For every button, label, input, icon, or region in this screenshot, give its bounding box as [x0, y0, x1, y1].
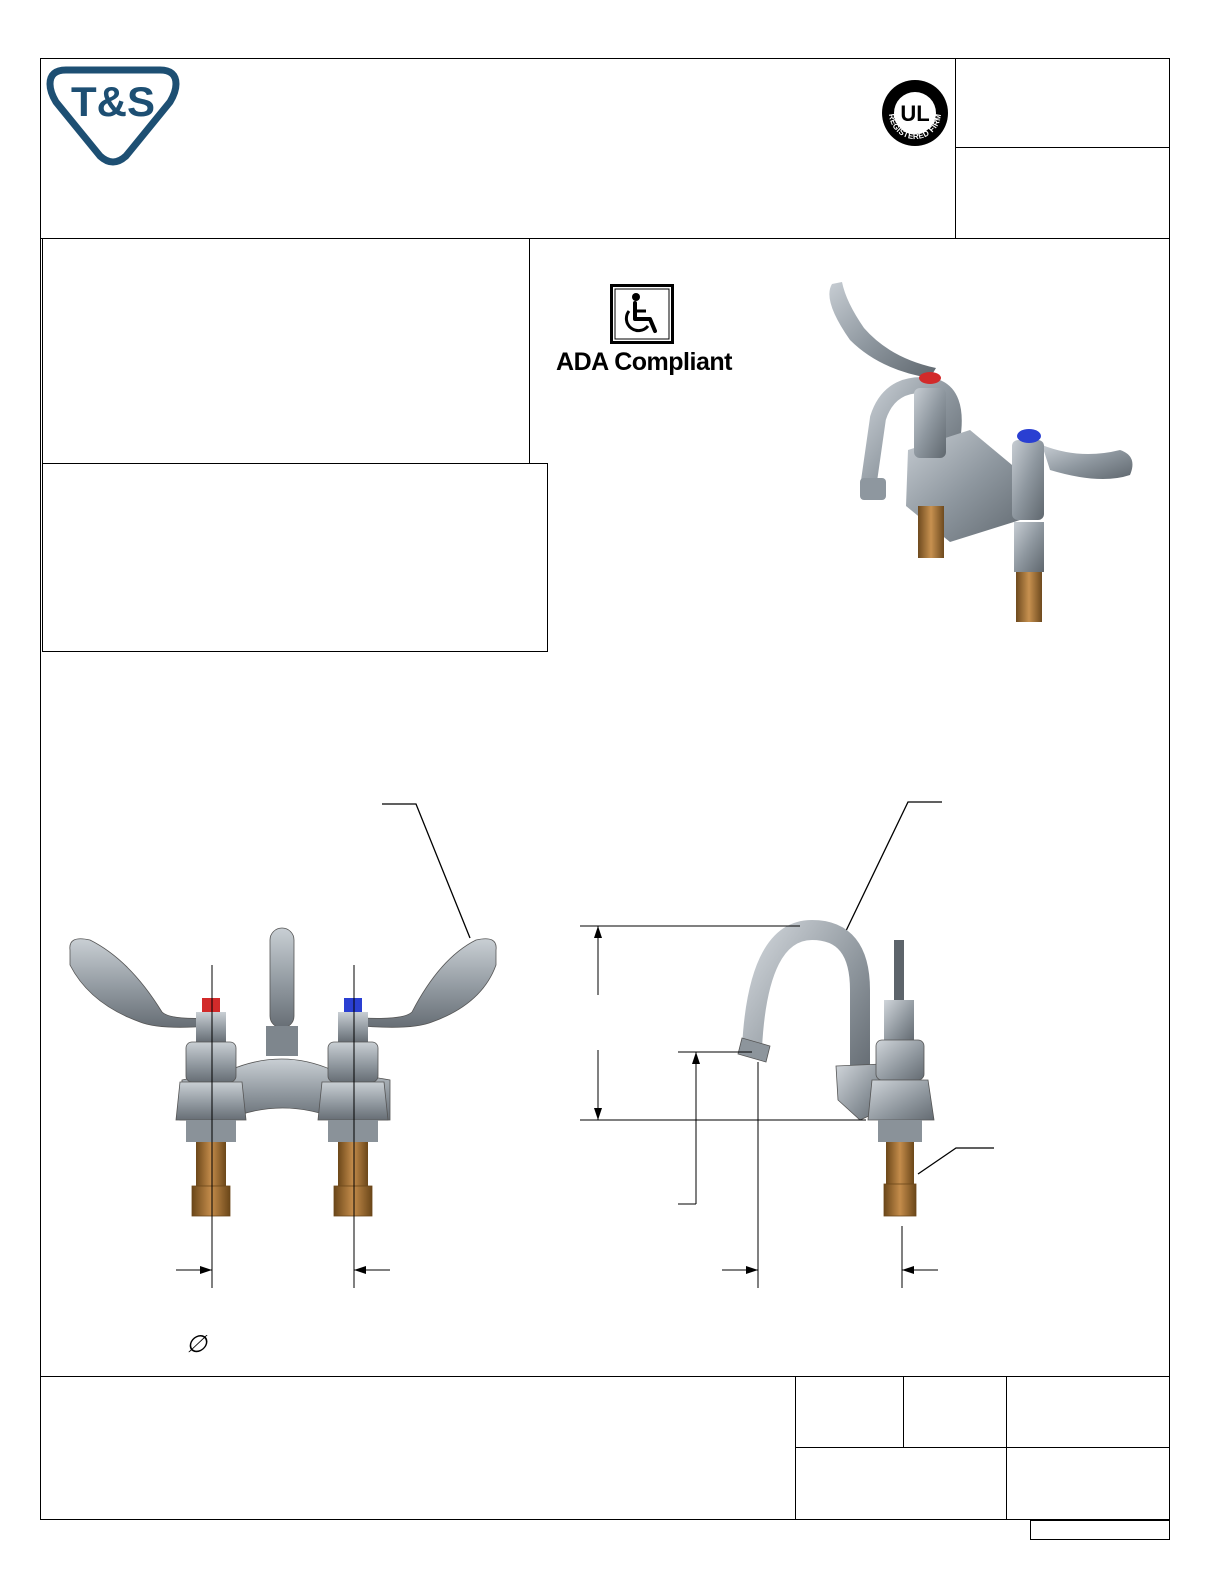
page-number-box: [1030, 1520, 1170, 1540]
wheelchair-icon: [610, 284, 674, 344]
title-block-top-rule: [40, 1376, 1170, 1377]
title-block-divider: [1006, 1376, 1007, 1520]
ul-letters: UL: [900, 101, 930, 126]
specification-box: [42, 463, 548, 652]
diameter-symbol: ∅: [186, 1331, 207, 1358]
title-block-divider: [955, 147, 1170, 148]
title-block-divider: [903, 1376, 904, 1448]
logo-text: T&S: [71, 78, 155, 125]
ul-ring-text: REGISTERED FIRM: [886, 113, 944, 142]
side-elevation-view: [570, 790, 1010, 1310]
faucet-isometric-render: [820, 270, 1150, 630]
title-block-divider: [795, 1447, 1170, 1448]
ts-logo: [44, 64, 182, 166]
front-elevation-view: [50, 790, 530, 1350]
title-block-divider: [795, 1376, 796, 1520]
description-box: [42, 238, 530, 464]
ada-compliant-label: ADA Compliant: [556, 348, 732, 376]
ul-certification-mark: [880, 78, 950, 148]
title-block-divider: [955, 58, 956, 238]
